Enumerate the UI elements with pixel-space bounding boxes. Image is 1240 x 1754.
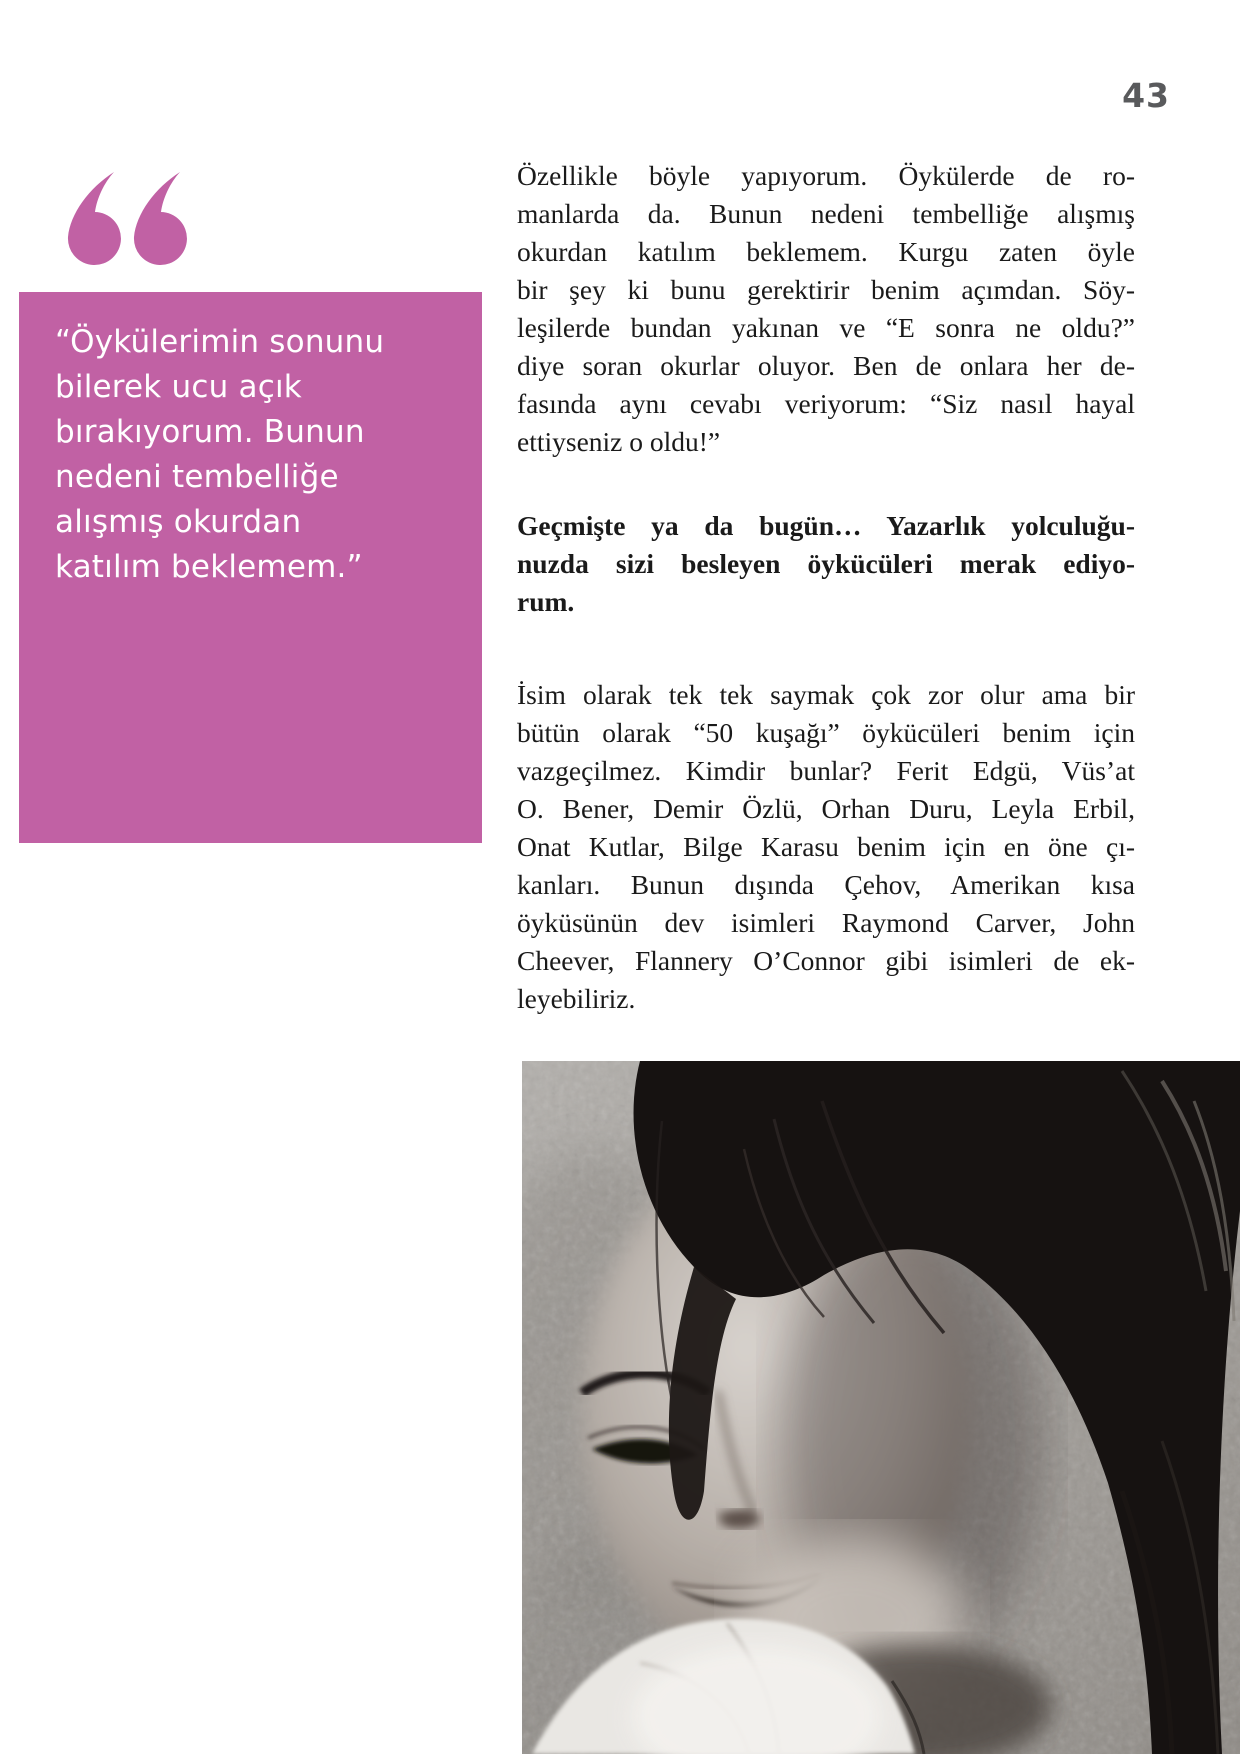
opening-quotes-icon [57,170,187,266]
text-line: Geçmişte ya da bugün… Yazarlık yolculuğu- [517,510,1135,541]
text-line: Özellikle böyle yapıyorum. Öykülerde de ro- [517,160,1135,191]
pull-quote-box [19,292,482,843]
text-line: Cheever, Flannery O’Connor gibi isimleri de ek- [517,945,1135,976]
text-line: kanları. Bunun dışında Çehov, Amerikan kısa [517,869,1135,900]
text-line: bütün olarak “50 kuşağı” öykücüleri benim için [517,717,1135,748]
text-line: leyebiliriz. [517,983,636,1014]
text-line: İsim olarak tek tek saymak çok zor olur ama bir [517,679,1135,710]
text-line: katılım beklemem.” [55,549,363,585]
portrait-photo [522,1061,1240,1754]
paragraph-answer-1 [517,157,1135,461]
text-line: leşilerde bundan yakınan ve “E sonra ne oldu?” [517,312,1135,343]
text-line: ettiyseniz o oldu!” [517,426,721,457]
text-line: rum. [517,586,575,617]
text-line: fasında aynı cevabı veriyorum: “Siz nasıl hayal [517,388,1135,419]
text-line: O. Bener, Demir Özlü, Orhan Duru, Leyla Erbil, [517,793,1135,824]
paragraph-answer-2 [517,676,1135,1018]
pull-quote-text [55,320,452,590]
text-line: “Öykülerimin sonunu [55,324,385,360]
text-line: bırakıyorum. Bunun [55,414,365,450]
text-line: bir şey ki bunu gerektirir benim açımdan. Söy- [517,274,1135,305]
text-line: Onat Kutlar, Bilge Karasu benim için en öne çı- [517,831,1135,862]
text-line: bilerek ucu açık [55,369,302,405]
text-line: alışmış okurdan [55,504,302,540]
paragraph-question [517,507,1135,621]
portrait-photo-art [522,1061,1240,1754]
text-line: okurdan katılım beklemem. Kurgu zaten öyle [517,236,1135,267]
text-line: diye soran okurlar oluyor. Ben de onlara her de- [517,350,1135,381]
text-line: nuzda sizi besleyen öykücüleri merak ediyo- [517,548,1135,579]
text-line: manlarda da. Bunun nedeni tembelliğe alışmış [517,198,1135,229]
text-line: vazgeçilmez. Kimdir bunlar? Ferit Edgü, Vüs’at [517,755,1135,786]
article-column [517,157,1135,1018]
text-line: öyküsünün dev isimleri Raymond Carver, John [517,907,1135,938]
text-line: nedeni tembelliğe [55,459,339,495]
page-number: 43 [1122,76,1170,115]
